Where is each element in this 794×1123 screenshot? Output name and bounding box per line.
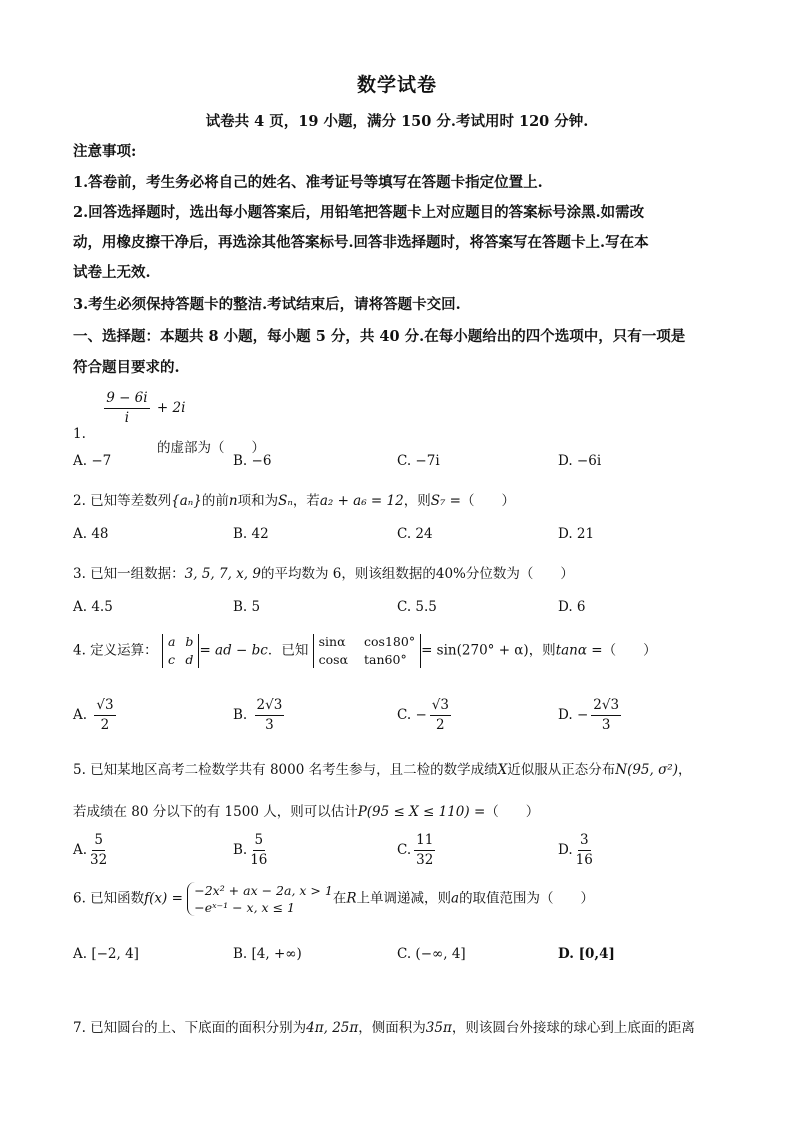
question-text: ．已知 [267, 642, 309, 659]
fraction-numerator: 5 [253, 832, 266, 851]
q1-option-a[interactable]: A. −7 [73, 453, 112, 469]
exam-subtitle: 试卷共 4 页，19 小题，满分 150 分.考试用时 120 分钟. [205, 113, 589, 130]
note-item-2-line-1: 2.回答选择题时，选出每小题答案后，用铅笔把答题卡上对应题目的答案标号涂黑.如需改 [73, 204, 645, 221]
fraction [591, 697, 621, 734]
q2-option-b[interactable]: B. 42 [233, 526, 269, 542]
question-3 [73, 562, 574, 582]
question-text: 4. 定义运算： [73, 642, 158, 659]
question-text: ，则 [403, 493, 431, 509]
q6-option-a[interactable]: A. [−2, 4] [73, 946, 139, 962]
math-function: f(x) = [144, 890, 183, 907]
option-label: D. [558, 707, 573, 723]
question-6 [73, 882, 594, 916]
fraction-numerator: √3 [94, 697, 115, 716]
math-x: X [497, 762, 508, 778]
matrix-entry: tan60° [364, 652, 407, 667]
fraction-numerator: 3 [578, 832, 591, 851]
q4-option-a[interactable] [73, 697, 119, 734]
exam-title: 数学试卷 [356, 74, 437, 96]
question-4 [73, 634, 657, 668]
matrix-entry: cosα [318, 652, 349, 667]
fraction [430, 697, 451, 734]
question-text: 在 [332, 890, 347, 907]
q6-option-c[interactable]: C. (−∞, 4] [397, 946, 466, 962]
option-label: B. [233, 707, 248, 723]
question-text: 的平均数为 6，则该组数据的 [260, 566, 436, 582]
question-5-line-2 [73, 800, 539, 820]
q1-option-b[interactable]: B. −6 [233, 453, 272, 469]
math-condition: a₂ + a₆ = 12 [319, 493, 404, 509]
q5-option-d[interactable] [558, 832, 596, 869]
matrix-entry: c [167, 652, 175, 667]
q2-option-d[interactable]: D. 21 [558, 526, 595, 542]
q5-option-b[interactable] [233, 832, 270, 869]
fraction-denominator: 2 [436, 717, 445, 733]
q5-option-a[interactable] [73, 832, 110, 869]
question-text: ，侧面积为 [358, 1020, 426, 1036]
fraction-denominator: 2 [100, 717, 110, 733]
math-definition: = ad − bc [199, 642, 268, 659]
q3-option-d[interactable]: D. 6 [558, 599, 586, 615]
fraction-denominator: 3 [601, 717, 611, 733]
question-text: 2. 已知等差数列 [73, 493, 172, 509]
math-data: 3, 5, 7, x, 9 [184, 566, 261, 582]
fraction-denominator: 32 [90, 852, 108, 868]
piece-case-1: −2x² + ax − 2a, x > 1 [194, 883, 333, 898]
q3-option-c[interactable]: C. 5.5 [397, 599, 437, 615]
question-text: 5. 已知某地区高考二检数学共有 8000 名考生参与，且二检的数学成绩 [73, 762, 498, 778]
fraction [104, 390, 149, 427]
matrix-entry: b [185, 634, 194, 649]
answer-blank: （ ） [602, 642, 657, 659]
math-tan: tanα = [555, 642, 603, 659]
question-number: 1. [73, 426, 86, 442]
math-areas: 4π, 25π [306, 1020, 359, 1036]
math-percent: 40% [435, 566, 466, 582]
section-heading-line-2: 符合题目要求的. [73, 359, 180, 376]
note-item-3: 3.考生必须保持答题卡的整洁.考试结束后，请将答题卡交回. [73, 296, 461, 313]
question-text: 近似服从正态分布 [507, 762, 616, 778]
option-label: B. [233, 842, 248, 858]
matrix-entry: d [185, 652, 194, 667]
question-1 [73, 390, 265, 462]
option-label: C. [397, 707, 412, 723]
question-7 [73, 1016, 695, 1036]
piecewise-definition [187, 882, 333, 916]
fraction [414, 832, 435, 869]
q2-option-a[interactable]: A. 48 [73, 526, 109, 542]
option-sign: − [415, 707, 427, 723]
fraction-numerator: √3 [430, 697, 451, 716]
question-2 [73, 489, 515, 509]
answer-blank: （ ） [460, 493, 515, 509]
note-item-1: 1.答卷前，考生务必将自己的姓名、准考证号等填写在答题卡指定位置上. [73, 174, 543, 191]
question-text: 上单调递减，则 [356, 890, 451, 907]
question-5-line-1 [73, 758, 691, 778]
question-text: 分位数为（ ） [465, 566, 574, 582]
q1-option-d[interactable]: D. −6i [558, 453, 602, 469]
matrix-entry: cos180° [364, 634, 416, 649]
option-label: A. [73, 707, 88, 723]
fraction [255, 697, 285, 734]
q3-option-b[interactable]: B. 5 [233, 599, 261, 615]
q4-option-d[interactable] [558, 697, 624, 734]
fraction-denominator: i [124, 410, 130, 426]
question-text: ， [677, 762, 692, 778]
math-lateral: 35π [425, 1020, 452, 1036]
math-a: a [451, 890, 460, 907]
fraction-denominator: 32 [416, 852, 434, 868]
math-r: R [346, 890, 357, 907]
matrix-entry: sinα [318, 634, 346, 649]
question-text: ，若 [292, 493, 320, 509]
fraction [90, 832, 107, 869]
q3-option-a[interactable]: A. 4.5 [73, 599, 113, 615]
section-heading-line-1: 一、选择题：本题共 8 小题，每小题 5 分，共 40 分.在每小题给出的四个选项中，只有一项是 [73, 328, 686, 345]
fraction-numerator: 9 − 6i [104, 390, 149, 409]
question-text: 项和为 [237, 493, 279, 509]
q4-option-c[interactable] [397, 697, 454, 734]
fraction-denominator: 16 [575, 852, 593, 868]
matrix-entry: a [167, 634, 176, 649]
fraction-denominator: 16 [250, 852, 268, 868]
determinant-definition [162, 634, 199, 668]
question-text: 的前 [201, 493, 229, 509]
fraction-numerator: 2√3 [591, 697, 621, 716]
answer-blank: （ ） [485, 804, 540, 820]
math-sn: Sₙ [278, 493, 293, 509]
math-probability: P(95 ≤ X ≤ 110) = [357, 804, 486, 820]
option-label: C. [397, 842, 412, 858]
expression-tail: + 2i [156, 400, 186, 416]
math-n: n [228, 493, 238, 509]
fraction-denominator: 3 [265, 717, 274, 733]
question-text: 若成绩在 80 分以下的有 1500 人，则可以估计 [73, 804, 358, 820]
q4-option-b[interactable] [233, 697, 287, 734]
fraction [576, 832, 593, 869]
notes-heading: 注意事项: [73, 143, 137, 160]
question-text: 的取值范围为（ ） [459, 890, 595, 907]
question-text: 的虚部为（ ） [157, 440, 265, 456]
q5-option-c[interactable] [397, 832, 438, 869]
option-label: A. [73, 842, 88, 858]
fraction [94, 697, 115, 734]
option-sign: − [576, 707, 589, 723]
math-equation: = sin(270° + α) [421, 642, 529, 659]
question-text: ，则 [528, 642, 556, 659]
q6-option-d[interactable]: D. [0,4] [558, 946, 615, 962]
note-item-2-line-3: 试卷上无效. [73, 264, 151, 281]
option-label: D. [558, 842, 573, 858]
q6-option-b[interactable]: B. [4, +∞) [233, 946, 302, 962]
math-s7: S₇ = [430, 493, 461, 509]
question-text: 7. 已知圆台的上、下底面的面积分别为 [73, 1020, 307, 1036]
math-normal: N(95, σ²) [615, 762, 678, 778]
note-item-2-line-2: 动，用橡皮擦干净后，再选涂其他答案标号.回答非选择题时，将答案写在答题卡上.写在本 [73, 234, 649, 251]
question-text: 6. 已知函数 [73, 890, 145, 907]
q1-option-c[interactable]: C. −7i [397, 453, 440, 469]
fraction-numerator: 2√3 [255, 697, 285, 716]
math-sequence: {aₙ} [171, 493, 202, 509]
question-text: 3. 已知一组数据： [73, 566, 185, 582]
fraction-numerator: 5 [92, 832, 105, 851]
fraction [250, 832, 267, 869]
determinant-given [313, 634, 421, 668]
q2-option-c[interactable]: C. 24 [397, 526, 433, 542]
question-text: ，则该圆台外接球的球心到上底面的距离 [451, 1020, 695, 1036]
piece-case-2: −eˣ⁻¹ − x, x ≤ 1 [194, 900, 295, 915]
fraction-numerator: 11 [414, 832, 435, 851]
